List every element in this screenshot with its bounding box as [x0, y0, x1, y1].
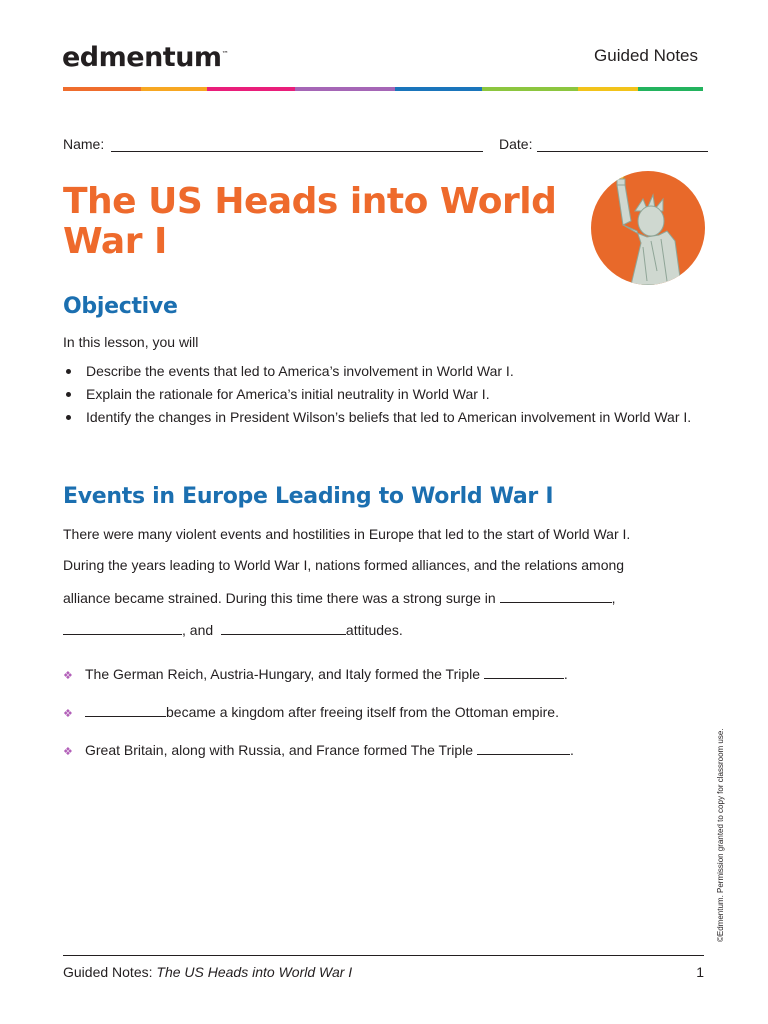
events-line-2: During the years leading to World War I, nations formed alliances, and the relations among — [63, 557, 625, 573]
comma: , — [611, 590, 616, 606]
bullet-text: Identify the changes in President Wilson’s beliefs that led to American involvement in World War I. — [86, 409, 692, 425]
item-end: . — [563, 666, 568, 682]
name-field[interactable] — [111, 151, 483, 152]
list-item — [63, 702, 559, 720]
bullet-icon — [66, 392, 71, 397]
page-number: 1 — [696, 964, 704, 980]
fill-blank-triple-entente[interactable] — [477, 740, 570, 755]
date-label: Date: — [499, 136, 533, 152]
footer-lesson-title: The US Heads into World War I — [156, 964, 353, 980]
item-text: Great Britain, along with Russia, and France formed The Triple — [85, 742, 474, 758]
color-segment — [638, 87, 703, 91]
page-title: The US Heads into World War I — [63, 181, 557, 262]
logo-trademark: ™ — [221, 50, 229, 58]
list-item — [63, 361, 713, 382]
attitudes-text: attitudes. — [345, 622, 403, 638]
header-color-bar — [63, 87, 703, 91]
objective-list — [63, 361, 713, 430]
fill-blank-3[interactable] — [221, 620, 346, 635]
bullet-icon — [66, 369, 71, 374]
bullet-text: Describe the events that led to America’s involvement in World War I. — [86, 363, 514, 379]
copyright-notice: ©Edmentum. Permission granted to copy for classroom use. — [716, 728, 725, 942]
fill-blank-kingdom[interactable] — [85, 702, 166, 717]
item-text: became a kingdom after freeing itself from the Ottoman empire. — [166, 704, 559, 720]
events-line-3-text: alliance became strained. During this time there was a strong surge in — [63, 590, 496, 606]
bullet-text: Explain the rationale for America’s initial neutrality in World War I. — [86, 386, 490, 402]
color-segment — [295, 87, 395, 91]
color-segment — [395, 87, 482, 91]
name-label: Name: — [63, 136, 105, 152]
events-line-4 — [63, 620, 713, 638]
diamond-bullet-icon: ❖ — [63, 670, 73, 682]
item-text: The German Reich, Austria-Hungary, and Italy formed the Triple — [85, 666, 481, 682]
date-field[interactable] — [537, 151, 708, 152]
diamond-bullet-icon: ❖ — [63, 746, 73, 758]
footer-divider — [63, 955, 704, 956]
fill-blank-1[interactable] — [500, 588, 612, 603]
fill-blank-2[interactable] — [63, 620, 182, 635]
bullet-icon — [66, 415, 71, 420]
list-item — [63, 384, 713, 405]
document-type: Guided Notes — [594, 46, 698, 65]
objective-intro: In this lesson, you will — [63, 334, 199, 350]
diamond-bullet-icon: ❖ — [63, 708, 73, 720]
objective-heading: Objective — [63, 294, 178, 319]
events-line-1: There were many violent events and hostilities in Europe that led to the start of World War I. — [63, 526, 631, 542]
footer-title — [63, 964, 352, 980]
list-item — [63, 740, 574, 758]
color-segment — [63, 87, 141, 91]
list-item — [63, 664, 568, 682]
color-segment — [482, 87, 578, 91]
color-segment — [207, 87, 295, 91]
color-segment — [141, 87, 207, 91]
statue-of-liberty-image — [591, 171, 705, 285]
and-text: , and — [182, 622, 214, 638]
edmentum-logo — [62, 42, 228, 73]
footer-label: Guided Notes: — [63, 964, 157, 980]
item-end: . — [569, 742, 574, 758]
color-segment — [578, 87, 638, 91]
fill-blank-triple-alliance[interactable] — [484, 664, 564, 679]
events-heading: Events in Europe Leading to World War I — [63, 484, 554, 509]
list-item — [63, 407, 713, 428]
logo-text: edmentum — [62, 42, 222, 73]
events-line-3 — [63, 588, 713, 606]
